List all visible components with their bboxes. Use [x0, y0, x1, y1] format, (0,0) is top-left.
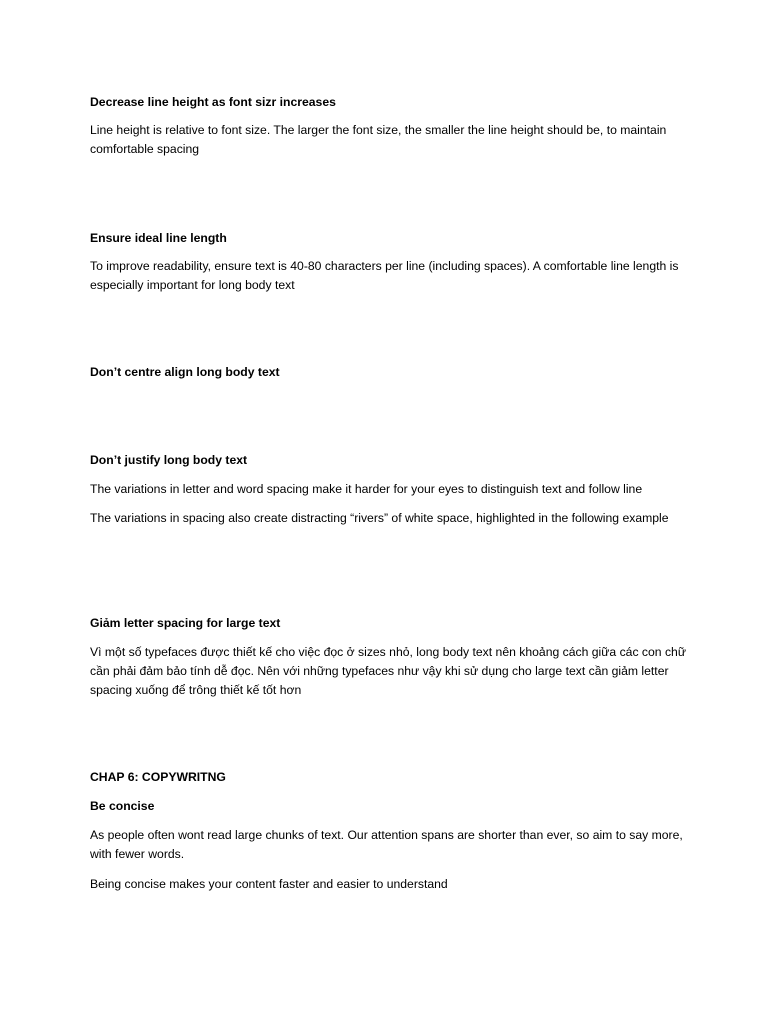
section-paragraph-letter-spacing: Vì một số typefaces được thiết kế cho việc đọc ở sizes nhỏ, long body text nên khoảng cách giữa các con chữ cần phải đảm bảo tính dễ đọc. Nên với những typefaces như vậy khi sử dụng cho large text cần giảm letter spacing xuống để trông thiết kế tốt hơn: [90, 645, 690, 697]
section-paragraph-line-height: Line height is relative to font size. The larger the font size, the smaller the line height should be, to maintain comfortable spacing: [90, 123, 670, 156]
section-paragraph-line-length: To improve readability, ensure text is 40-80 characters per line (including spaces). A comfortable line length is especially important for long body text: [90, 259, 682, 292]
chapter-paragraph-2: Being concise makes your content faster and easier to understand: [90, 877, 448, 891]
chapter-subheading: Be concise: [90, 799, 155, 813]
section-paragraph-justify-1: The variations in letter and word spacing make it harder for your eyes to distinguish text and follow line: [90, 482, 643, 496]
section-heading-justify: Don’t justify long body text: [90, 453, 248, 467]
section-heading-line-length: Ensure ideal line length: [90, 231, 227, 245]
chapter-title: CHAP 6: COPYWRITNG: [90, 770, 226, 784]
section-heading-line-height: Decrease line height as font sizr increases: [90, 95, 336, 109]
section-heading-letter-spacing: Giảm letter spacing for large text: [90, 616, 281, 630]
section-paragraph-justify-2: The variations in spacing also create distracting “rivers” of white space, highlighted in the following example: [90, 511, 669, 525]
chapter-paragraph-1: As people often wont read large chunks of text. Our attention spans are shorter than ever, so aim to say more, with fewer words.: [90, 828, 687, 861]
section-heading-centre-align: Don’t centre align long body text: [90, 365, 280, 379]
